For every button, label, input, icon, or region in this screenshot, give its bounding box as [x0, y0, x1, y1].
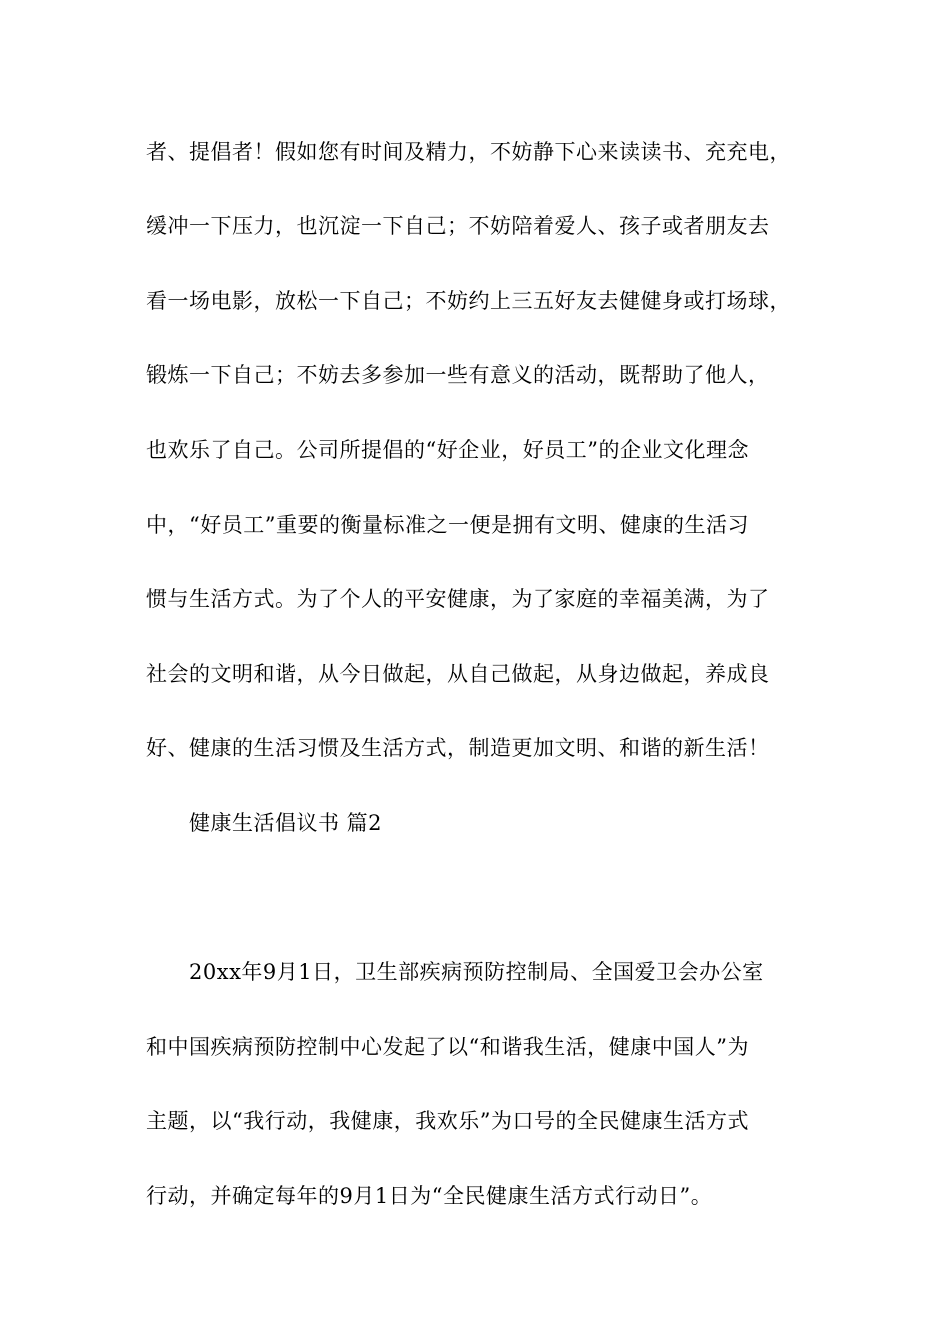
- paragraph-line: 锻炼一下自己；不妨去多参加一些有意义的活动，既帮助了他人，: [146, 363, 770, 387]
- paragraph-line: 好、健康的生活习惯及生活方式，制造更加文明、和谐的新生活！: [146, 736, 770, 760]
- paragraph-line: 主题，以“我行动，我健康，我欢乐”为口号的全民健康生活方式: [146, 1109, 749, 1133]
- paragraph-line: 者、提倡者！假如您有时间及精力，不妨静下心来读读书、充充电，: [146, 140, 791, 164]
- paragraph-line: 20xx年9月1日，卫生部疾病预防控制局、全国爱卫会办公室: [189, 960, 764, 984]
- paragraph-line: 也欢乐了自己。公司所提倡的“好企业，好员工”的企业文化理念: [146, 438, 749, 462]
- paragraph-line: 缓冲一下压力，也沉淀一下自己；不妨陪着爱人、孩子或者朋友去: [146, 214, 770, 238]
- paragraph-line: 中，“好员工”重要的衡量标准之一便是拥有文明、健康的生活习: [146, 513, 749, 537]
- paragraph-line: 行动，并确定每年的9月1日为“全民健康生活方式行动日”。: [146, 1184, 713, 1208]
- paragraph-line: 看一场电影，放松一下自己；不妨约上三五好友去健健身或打场球，: [146, 289, 791, 313]
- paragraph-line: 社会的文明和谐，从今日做起，从自己做起，从身边做起，养成良: [146, 662, 770, 686]
- section-heading: 健康生活倡议书 篇2: [189, 811, 383, 835]
- paragraph-line: 惯与生活方式。为了个人的平安健康，为了家庭的幸福美满，为了: [146, 587, 770, 611]
- paragraph-line: 和中国疾病预防控制中心发起了以“和谐我生活，健康中国人”为: [146, 1035, 749, 1059]
